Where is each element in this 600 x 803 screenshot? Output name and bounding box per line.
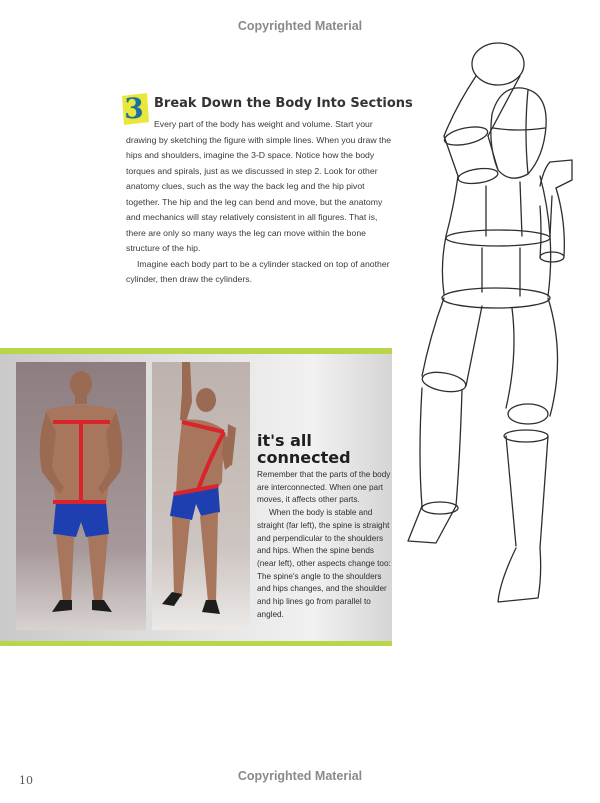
sidebar-heading-line-1: it's all xyxy=(257,431,312,450)
sidebar-paragraph-2: When the body is stable and straight (far left), the spine is straight and perpendicular to the shoulders and hips. When the spine bends (near left), other aspects change too: The spine's angle to the shoulders and hips changes, and the shoulder and hip lines go from parallel to angled. xyxy=(257,508,391,619)
sidebar-heading-line-2: connected xyxy=(257,448,351,467)
cylinder-figure-sketch xyxy=(400,36,600,616)
copyright-watermark-bottom: Copyrighted Material xyxy=(237,769,363,783)
step-paragraph-1: Every part of the body has weight and volume. Start your drawing by sketching the figure with simple lines. When you draw the hips and shoulders, imagine the 3-D space. Notice how the body torques and spirals, just as we discussed in step 2. Look for other anatomy clues, such as the way the back leg and the hip pivot together. The hip and the leg can bend and move, but the anatomy and mechanics will stay relatively consistent in all figures. That is, there are only so many ways the leg can move within the bone structure of the hip. xyxy=(126,119,392,253)
step-body xyxy=(126,117,394,288)
green-rule-top xyxy=(0,348,392,354)
step-paragraph-2: Imagine each body part to be a cylinder stacked on top of another cylinder, then draw the cylinders. xyxy=(126,258,390,284)
green-rule-bottom xyxy=(0,641,392,646)
sidebar-body xyxy=(257,469,391,621)
sidebar-paragraph-1: Remember that the parts of the body are interconnected. When one part moves, it affects other parts. xyxy=(257,470,391,505)
page-number: 10 xyxy=(19,774,33,787)
photo-bending-pose xyxy=(152,362,250,630)
copyright-watermark-top: Copyrighted Material xyxy=(237,19,363,33)
step-heading: Break Down the Body Into Sections xyxy=(154,96,413,111)
step-number: 3 xyxy=(124,92,144,125)
sidebar-heading xyxy=(257,432,387,466)
photo-standing-straight xyxy=(16,362,146,630)
